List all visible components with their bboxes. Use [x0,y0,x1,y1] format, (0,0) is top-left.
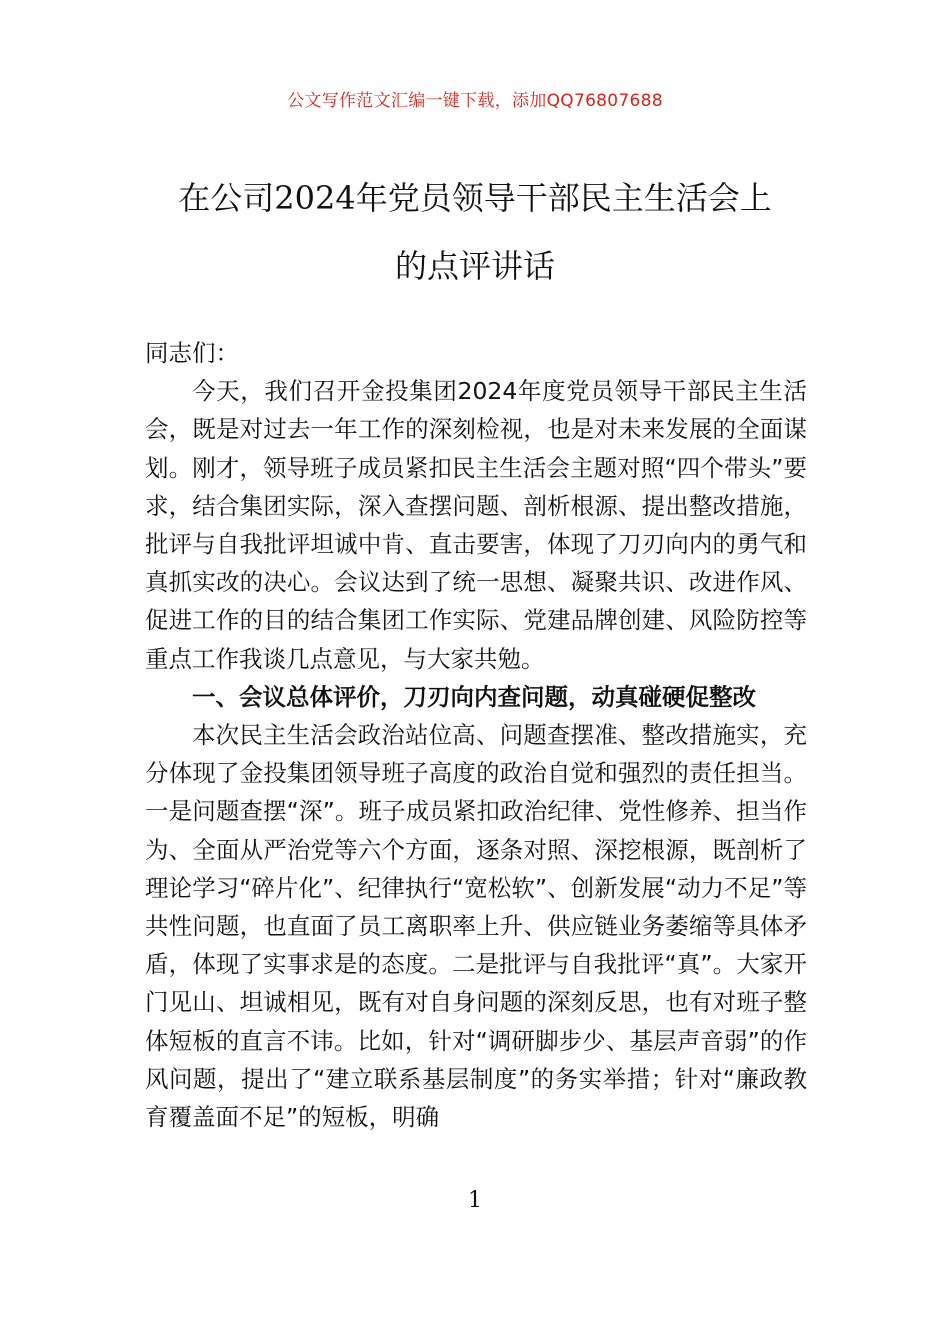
document-title [110,164,840,300]
page-number: 1 [468,1188,482,1213]
document-body [145,334,807,1136]
title-line-2: 的点评讲话 [394,247,555,285]
download-banner[interactable]: 公文写作范文汇编一键下载，添加QQ76807688 [287,91,663,111]
paragraph-evaluation: 本次民主生活会政治站位高、问题查摆准、整改措施实，充分体现了金投集团领导班子高度的政治自觉和强烈的责任担当。一是问题查摆“深”。班子成员紧扣政治纪律、党性修养、担当作为、全面从严治党等六个方面，逐条对照、深挖根源，既剖析了理论学习“碎片化”、纪律执行“宽松软”、创新发展“动力不足”等共性问题，也直面了员工离职率上升、供应链业务萎缩等具体矛盾，体现了实事求是的态度。二是批评与自我批评“真”。大家开门见山、坦诚相见，既有对自身问题的深刻反思，也有对班子整体短板的直言不讳。比如，针对“调研脚步少、基层声音弱”的作风问题，提出了“建立联系基层制度”的务实举措；针对“廉政教育覆盖面不足”的短板，明确 [145,721,807,1132]
section-heading-1: 一、会议总体评价，刀刃向内查问题，动真碰硬促整改 [192,682,756,711]
title-line-1: 在公司2024年党员领导干部民主生活会上 [178,179,772,217]
paragraph-intro: 今天，我们召开金投集团2024年度党员领导干部民主生活会，既是对过去一年工作的深刻检视，也是对未来发展的全面谋划。刚才，领导班子成员紧扣民主生活会主题对照“四个带头”要求，结合集团实际，深入查摆问题、剖析根源、提出整改措施，批评与自我批评坦诚中肯、直击要害，体现了刀刃向内的勇气和真抓实改的决心。会议达到了统一思想、凝聚共识、改进作风、促进工作的目的结合集团工作实际、党建品牌创建、风险防控等重点工作我谈几点意见，与大家共勉。 [145,377,807,673]
salutation: 同志们： [145,339,239,367]
